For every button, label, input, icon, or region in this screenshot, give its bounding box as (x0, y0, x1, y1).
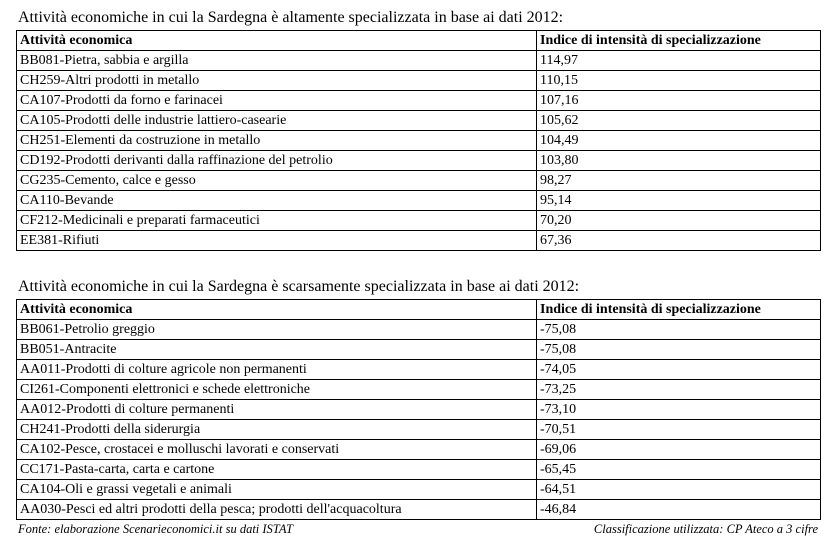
table-row (17, 231, 821, 251)
table-header-row (17, 31, 821, 51)
table-row (17, 340, 821, 360)
column-header-activity: Attività economica (17, 31, 537, 51)
activity-cell: CD192-Prodotti derivanti dalla raffinazione del petrolio (17, 151, 537, 171)
activity-cell: CA102-Pesce, crostacei e molluschi lavorati e conservati (17, 440, 537, 460)
index-cell: -75,08 (537, 340, 821, 360)
table-row (17, 420, 821, 440)
table-row (17, 131, 821, 151)
activity-cell: CG235-Cemento, calce e gesso (17, 171, 537, 191)
high-specialization-table (16, 30, 821, 251)
activity-cell: CA110-Bevande (17, 191, 537, 211)
index-cell: 103,80 (537, 151, 821, 171)
activity-cell: AA011-Prodotti di colture agricole non permanenti (17, 360, 537, 380)
activity-cell: BB061-Petrolio greggio (17, 320, 537, 340)
table-row (17, 380, 821, 400)
column-header-activity: Attività economica (17, 300, 537, 320)
activity-cell: BB051-Antracite (17, 340, 537, 360)
table-row (17, 171, 821, 191)
index-cell: -73,10 (537, 400, 821, 420)
activity-cell: CA104-Oli e grassi vegetali e animali (17, 480, 537, 500)
high-specialization-caption: Attività economiche in cui la Sardegna è altamente specializzata in base ai dati 2012: (18, 9, 564, 26)
activity-cell: CF212-Medicinali e preparati farmaceutici (17, 211, 537, 231)
table-row (17, 191, 821, 211)
activity-cell: CA105-Prodotti delle industrie lattiero-casearie (17, 111, 537, 131)
table-header-row (17, 300, 821, 320)
index-cell: 114,97 (537, 51, 821, 71)
table-row (17, 480, 821, 500)
index-cell: 98,27 (537, 171, 821, 191)
index-cell: 95,14 (537, 191, 821, 211)
index-cell: 104,49 (537, 131, 821, 151)
index-cell: 107,16 (537, 91, 821, 111)
table-row (17, 440, 821, 460)
index-cell: -75,08 (537, 320, 821, 340)
index-cell: 110,15 (537, 71, 821, 91)
activity-cell: CC171-Pasta-carta, carta e cartone (17, 460, 537, 480)
activity-cell: CH251-Elementi da costruzione in metallo (17, 131, 537, 151)
index-cell: -69,06 (537, 440, 821, 460)
table-row (17, 111, 821, 131)
table-row (17, 151, 821, 171)
activity-cell: CI261-Componenti elettronici e schede elettroniche (17, 380, 537, 400)
low-specialization-table (16, 299, 821, 520)
activity-cell: AA012-Prodotti di colture permanenti (17, 400, 537, 420)
table-row (17, 360, 821, 380)
source-note: Fonte: elaborazione Scenarieconomici.it su dati ISTAT (18, 522, 293, 536)
index-cell: -70,51 (537, 420, 821, 440)
column-header-index: Indice di intensità di specializzazione (537, 300, 821, 320)
activity-cell: CH259-Altri prodotti in metallo (17, 71, 537, 91)
table-row (17, 51, 821, 71)
activity-cell: BB081-Pietra, sabbia e argilla (17, 51, 537, 71)
index-cell: -65,45 (537, 460, 821, 480)
column-header-index: Indice di intensità di specializzazione (537, 31, 821, 51)
table-row (17, 91, 821, 111)
index-cell: -64,51 (537, 480, 821, 500)
table-row (17, 320, 821, 340)
table-row (17, 400, 821, 420)
index-cell: -73,25 (537, 380, 821, 400)
index-cell: -46,84 (537, 500, 821, 520)
table-row (17, 500, 821, 520)
table-row (17, 460, 821, 480)
activity-cell: AA030-Pesci ed altri prodotti della pesca; prodotti dell'acquacoltura (17, 500, 537, 520)
low-specialization-caption: Attività economiche in cui la Sardegna è scarsamente specializzata in base ai dati 2012: (18, 278, 580, 295)
index-cell: -74,05 (537, 360, 821, 380)
activity-cell: EE381-Rifiuti (17, 231, 537, 251)
table-row (17, 71, 821, 91)
table-row (17, 211, 821, 231)
index-cell: 105,62 (537, 111, 821, 131)
activity-cell: CA107-Prodotti da forno e farinacei (17, 91, 537, 111)
index-cell: 70,20 (537, 211, 821, 231)
classification-note: Classificazione utilizzata: CP Ateco a 3 cifre (593, 522, 818, 536)
index-cell: 67,36 (537, 231, 821, 251)
activity-cell: CH241-Prodotti della siderurgia (17, 420, 537, 440)
